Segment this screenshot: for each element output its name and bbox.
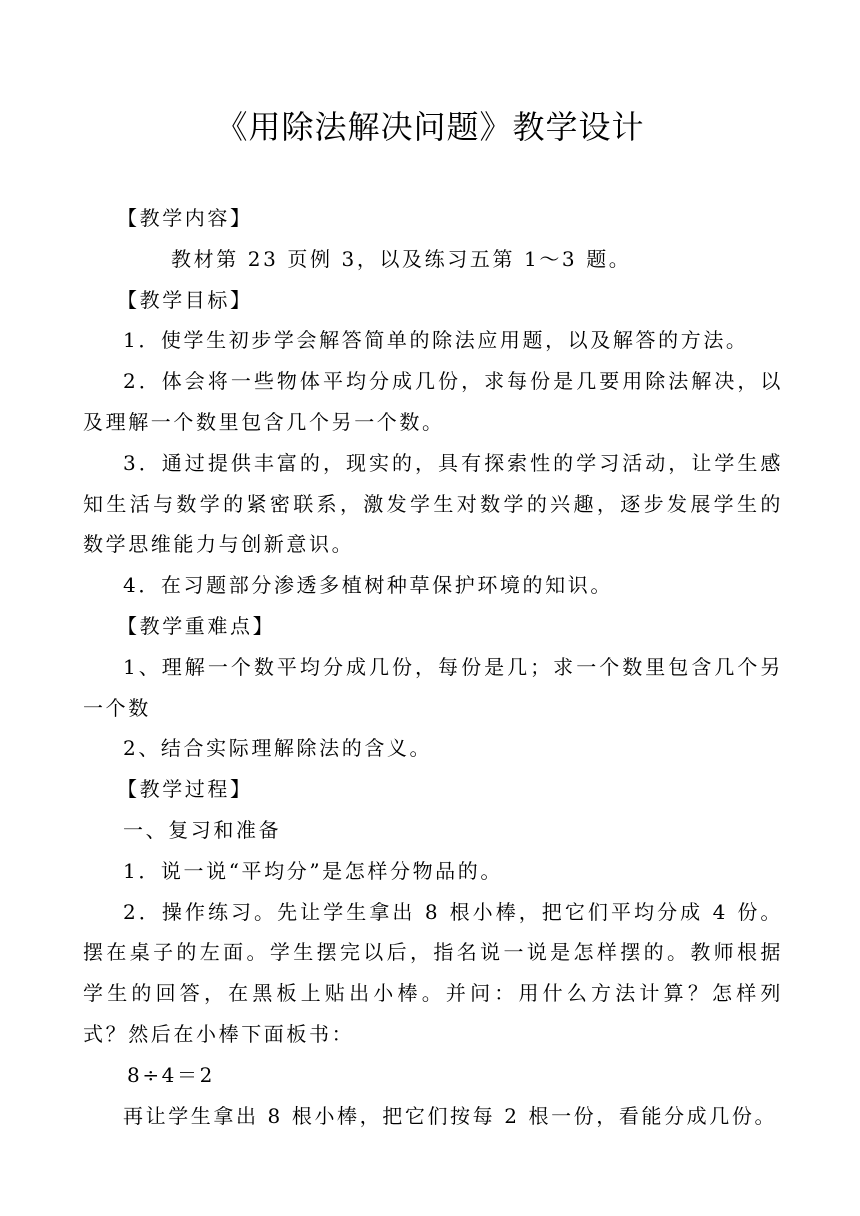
objective-item-2: 2．体会将一些物体平均分成几份，求每份是几要用除法解决，以及理解一个数里包含几个另一个数。 xyxy=(83,369,783,434)
section-heading-process: 【教学过程】 xyxy=(117,777,253,802)
process-step-1: 1．说一说“平均分”是怎样分物品的。 xyxy=(123,858,503,883)
process-step-2: 2．操作练习。先让学生拿出 8 根小棒，把它们平均分成 4 份。摆在桌子的左面。学生摆完以后，指名说一说是怎样摆的。教师根据学生的回答，在黑板上贴出小棒。并问：用什么方法计算？怎样列式？然后在小棒下面板书： xyxy=(83,899,783,1046)
key-point-item-1: 1、理解一个数平均分成几份，每份是几；求一个数里包含几个另一个数 xyxy=(83,654,783,720)
objective-item-3: 3．通过提供丰富的，现实的，具有探索性的学习活动，让学生感知生活与数学的紧密联系，激发学生对数学的兴趣，逐步发展学生的数学思维能力与创新意识。 xyxy=(83,450,783,557)
process-step-continued: 再让学生拿出 8 根小棒，把它们按每 2 根一份，看能分成几份。 xyxy=(123,1103,778,1128)
section-heading-content: 【教学内容】 xyxy=(117,206,253,230)
objective-item-4: 4．在习题部分渗透多植树种草保护环境的知识。 xyxy=(123,573,613,598)
document-title: 《用除法解决问题》教学设计 xyxy=(215,108,645,147)
section-heading-objectives: 【教学目标】 xyxy=(117,287,253,312)
formula-line: 8÷4＝2 xyxy=(127,1062,215,1087)
objective-item-1: 1．使学生初步学会解答简单的除法应用题，以及解答的方法。 xyxy=(123,328,749,353)
section-heading-key-points: 【教学重难点】 xyxy=(117,613,276,638)
process-subheading-review: 一、复习和准备 xyxy=(123,817,282,842)
document-body xyxy=(83,198,783,1136)
key-point-item-2: 2、结合实际理解除法的含义。 xyxy=(123,736,433,761)
content-paragraph: 教材第 23 页例 3，以及练习五第 1～3 题。 xyxy=(171,246,632,271)
